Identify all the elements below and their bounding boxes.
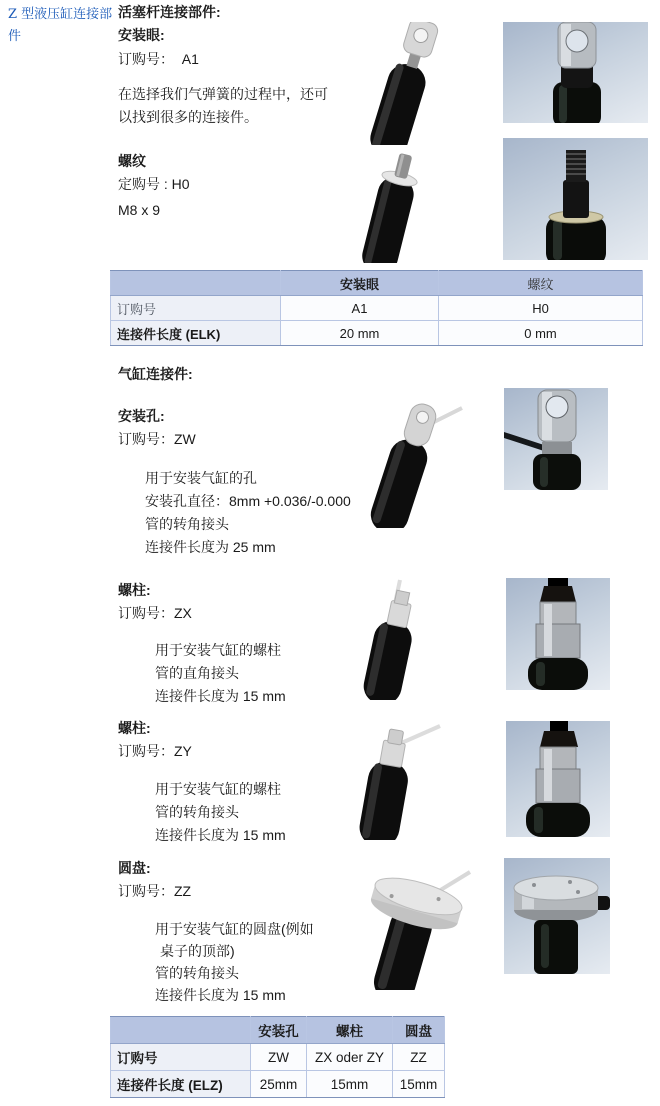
- zz-spec-line: 连接件长度为 15 mm: [155, 987, 286, 1003]
- table2-cell: 15mm: [307, 1071, 393, 1098]
- zy-order-number: 订购号：ZY: [118, 743, 192, 759]
- table2-cell: 15mm: [393, 1071, 445, 1098]
- table1-header-thread: 螺纹: [439, 271, 643, 296]
- zz-spec-line: 用于安装气缸的圆盘(例如: [155, 921, 314, 937]
- zy-spec-line: 管的转角接头: [155, 804, 239, 820]
- cylinder-section-title: 气缸连接件:: [118, 366, 193, 382]
- table2-cell: 25mm: [251, 1071, 307, 1098]
- zw-spec-line: 连接件长度为 25 mm: [145, 539, 276, 555]
- zw-spec-line: 用于安装气缸的孔: [145, 470, 257, 486]
- mounting-eye-photo: [503, 22, 648, 123]
- zy-spec-line: 连接件长度为 15 mm: [155, 827, 286, 843]
- table2-cell: ZW: [251, 1044, 307, 1071]
- zy-render-image: [352, 720, 442, 840]
- table2-header-stud: 螺柱: [307, 1017, 393, 1044]
- table1-cell: 20 mm: [281, 321, 439, 346]
- zw-spec-line: 安装孔直径：8mm +0.036/-0.000: [145, 493, 351, 509]
- zx-spec-line: 用于安装气缸的螺柱: [155, 642, 281, 658]
- table1-cell: A1: [281, 296, 439, 321]
- eye-heading: 安装眼:: [118, 27, 165, 43]
- table1-cell: 0 mm: [439, 321, 643, 346]
- zx-heading: 螺柱:: [118, 582, 151, 598]
- eye-order-number: 订购号： A1: [118, 51, 199, 67]
- intro-paragraph-line1: 在选择我们气弹簧的过程中，还可: [118, 86, 328, 102]
- table2-header-disc: 圆盘: [393, 1017, 445, 1044]
- table2-row-label: 连接件长度 (ELZ): [111, 1071, 251, 1098]
- table2-header-empty: [111, 1017, 251, 1044]
- zx-order-number: 订购号：ZX: [118, 605, 192, 621]
- table1-header-empty: [111, 271, 281, 296]
- zw-photo: [504, 388, 608, 490]
- table1-cell: H0: [439, 296, 643, 321]
- zx-spec-line: 管的直角接头: [155, 665, 239, 681]
- table2-cell: ZX oder ZY: [307, 1044, 393, 1071]
- table2-cell: ZZ: [393, 1044, 445, 1071]
- table1-row-label: 订购号: [111, 296, 281, 321]
- thread-render-image: [352, 145, 437, 263]
- thread-heading: 螺纹: [118, 153, 146, 169]
- piston-connector-table: [110, 270, 643, 346]
- zw-spec-line: 管的转角接头: [145, 516, 229, 532]
- piston-section-title: 活塞杆连接部件:: [118, 4, 221, 20]
- zz-photo: [504, 858, 610, 974]
- table1-row-label: 连接件长度 (ELK): [111, 321, 281, 346]
- zy-photo: [506, 721, 610, 837]
- table2-row-label: 订购号: [111, 1044, 251, 1071]
- zw-render-image: [352, 396, 464, 528]
- zx-spec-line: 连接件长度为 15 mm: [155, 688, 286, 704]
- table2-header-hole: 安装孔: [251, 1017, 307, 1044]
- thread-order-number: 定购号 : H0: [118, 176, 190, 192]
- intro-paragraph-line2: 以找到很多的连接件。: [118, 109, 258, 125]
- zw-order-number: 订购号：ZW: [118, 431, 196, 447]
- zw-heading: 安装孔:: [118, 408, 165, 424]
- zx-photo: [506, 578, 610, 690]
- table1-header-eye: 安装眼: [281, 271, 439, 296]
- zz-heading: 圆盘:: [118, 860, 151, 876]
- mounting-eye-render-image: [345, 22, 465, 147]
- zy-heading: 螺柱:: [118, 720, 151, 736]
- zz-render-image: [338, 862, 480, 990]
- zx-render-image: [360, 578, 432, 700]
- cylinder-connector-table: [110, 1016, 445, 1098]
- zz-spec-line: 桌子的顶部): [160, 943, 235, 959]
- thread-photo: [503, 138, 648, 260]
- zz-spec-line: 管的转角接头: [155, 965, 239, 981]
- zz-order-number: 订购号：ZZ: [118, 883, 192, 899]
- thread-size: M8 x 9: [118, 202, 161, 218]
- zy-spec-line: 用于安装气缸的螺柱: [155, 781, 281, 797]
- sidebar-link-z-hydraulic[interactable]: Z 型液压缸连接部件: [8, 7, 113, 44]
